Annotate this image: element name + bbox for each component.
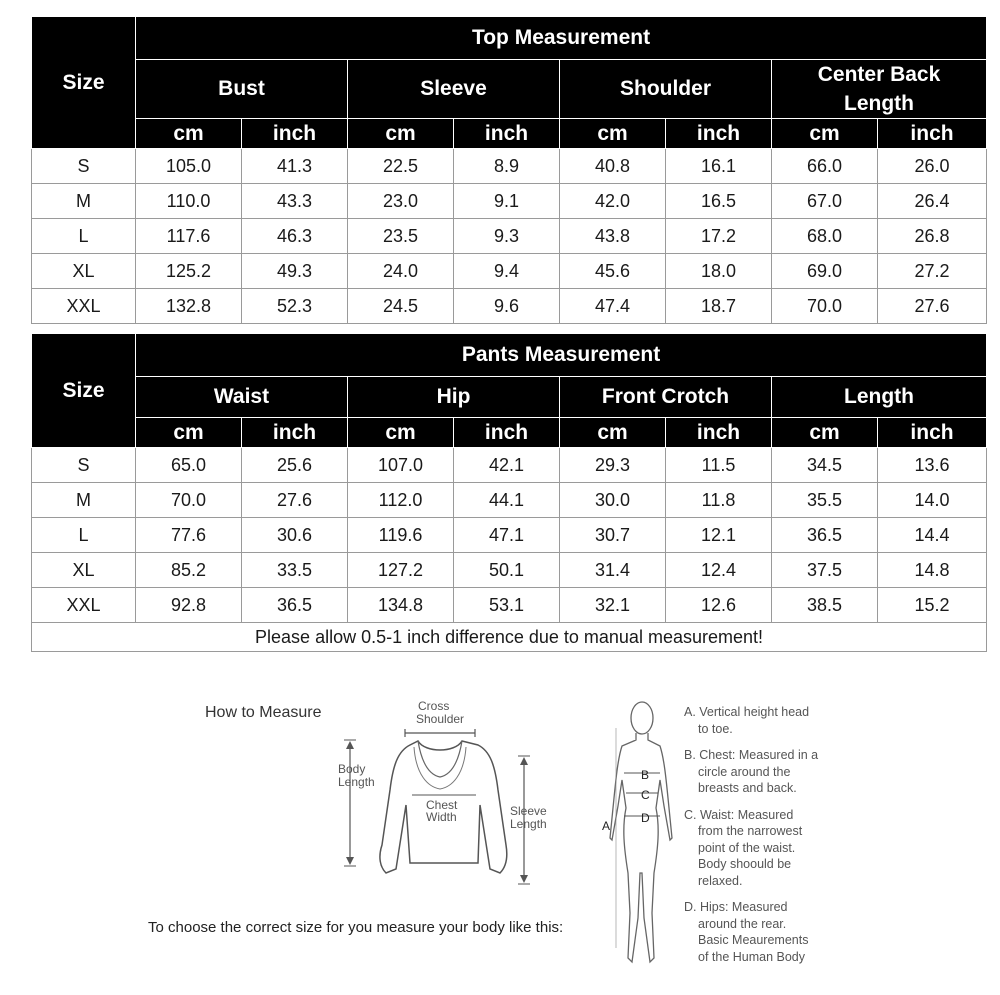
- value-cell: 85.2: [136, 553, 242, 588]
- sleeve-length-label: Length: [510, 817, 547, 831]
- sleeve-label: Sleeve: [510, 804, 547, 818]
- unit-header: inch: [242, 119, 348, 149]
- body-length-label: Length: [338, 775, 375, 789]
- pants-measurement-title: Pants Measurement: [136, 334, 987, 377]
- size-cell: XXL: [32, 588, 136, 623]
- size-cell: S: [32, 448, 136, 483]
- value-cell: 16.5: [666, 184, 772, 219]
- legend-line: circle around the: [698, 764, 791, 779]
- marker-d: D: [641, 811, 650, 825]
- legend-line: A. Vertical height head: [684, 705, 810, 719]
- value-cell: 27.6: [878, 289, 987, 324]
- value-cell: 77.6: [136, 518, 242, 553]
- value-cell: 15.2: [878, 588, 987, 623]
- value-cell: 50.1: [454, 553, 560, 588]
- value-cell: 40.8: [560, 149, 666, 184]
- unit-header: cm: [136, 119, 242, 149]
- unit-header: inch: [666, 418, 772, 448]
- top-measurement-title: Top Measurement: [136, 17, 987, 60]
- chest-label: Chest: [426, 798, 458, 812]
- value-cell: 38.5: [772, 588, 878, 623]
- table-row: [32, 254, 987, 289]
- legend-item: [684, 899, 844, 965]
- table-row: [32, 448, 987, 483]
- value-cell: 37.5: [772, 553, 878, 588]
- value-cell: 34.5: [772, 448, 878, 483]
- size-cell: S: [32, 149, 136, 184]
- shoulder-label: Shoulder: [416, 712, 465, 726]
- size-cell: L: [32, 219, 136, 254]
- value-cell: 12.6: [666, 588, 772, 623]
- table-row: [32, 184, 987, 219]
- value-cell: 67.0: [772, 184, 878, 219]
- legend-line: around the rear.: [698, 916, 787, 931]
- value-cell: 65.0: [136, 448, 242, 483]
- value-cell: 9.1: [454, 184, 560, 219]
- value-cell: 42.0: [560, 184, 666, 219]
- sleeve-header: Sleeve: [348, 60, 560, 119]
- body-label: Body: [338, 762, 366, 776]
- value-cell: 14.0: [878, 483, 987, 518]
- value-cell: 125.2: [136, 254, 242, 289]
- legend-line: B. Chest: Measured in a: [684, 748, 819, 762]
- waist-header: Waist: [136, 377, 348, 418]
- legend-line: to toe.: [698, 721, 733, 736]
- legend-line: C. Waist: Measured: [684, 807, 794, 822]
- value-cell: 47.4: [560, 289, 666, 324]
- legend-item: [684, 807, 844, 890]
- unit-header: inch: [666, 119, 772, 149]
- garment-illustration: [330, 695, 570, 900]
- unit-header: cm: [772, 418, 878, 448]
- length-header: Length: [772, 377, 987, 418]
- value-cell: 44.1: [454, 483, 560, 518]
- width-label: Width: [426, 810, 457, 824]
- value-cell: 30.0: [560, 483, 666, 518]
- unit-header: cm: [136, 418, 242, 448]
- value-cell: 36.5: [772, 518, 878, 553]
- value-cell: 33.5: [242, 553, 348, 588]
- measurement-legend: [684, 704, 844, 975]
- value-cell: 23.0: [348, 184, 454, 219]
- value-cell: 27.2: [878, 254, 987, 289]
- size-cell: M: [32, 483, 136, 518]
- value-cell: 70.0: [136, 483, 242, 518]
- size-cell: M: [32, 184, 136, 219]
- value-cell: 43.3: [242, 184, 348, 219]
- value-cell: 22.5: [348, 149, 454, 184]
- value-cell: 11.5: [666, 448, 772, 483]
- legend-line: of the Human Body: [698, 949, 806, 964]
- marker-a: A: [602, 819, 611, 833]
- value-cell: 92.8: [136, 588, 242, 623]
- value-cell: 29.3: [560, 448, 666, 483]
- table-row: [32, 289, 987, 324]
- value-cell: 127.2: [348, 553, 454, 588]
- table-row: [32, 483, 987, 518]
- choose-size-instruction: To choose the correct size for you measure your body like this:: [148, 919, 564, 936]
- value-cell: 24.5: [348, 289, 454, 324]
- value-cell: 42.1: [454, 448, 560, 483]
- value-cell: 14.4: [878, 518, 987, 553]
- value-cell: 13.6: [878, 448, 987, 483]
- shoulder-header: Shoulder: [560, 60, 772, 119]
- value-cell: 132.8: [136, 289, 242, 324]
- marker-c: C: [641, 788, 650, 802]
- unit-header: cm: [348, 418, 454, 448]
- legend-line: Body shoould be: [698, 857, 792, 871]
- unit-header: cm: [560, 418, 666, 448]
- value-cell: 32.1: [560, 588, 666, 623]
- value-cell: 117.6: [136, 219, 242, 254]
- length-label: Length: [844, 92, 914, 115]
- value-cell: 52.3: [242, 289, 348, 324]
- value-cell: 66.0: [772, 149, 878, 184]
- value-cell: 49.3: [242, 254, 348, 289]
- table-row: [32, 588, 987, 623]
- value-cell: 23.5: [348, 219, 454, 254]
- unit-header: inch: [878, 119, 987, 149]
- legend-line: point of the waist.: [698, 840, 796, 855]
- table-row: [32, 553, 987, 588]
- bust-header: Bust: [136, 60, 348, 119]
- size-cell: XL: [32, 553, 136, 588]
- value-cell: 26.0: [878, 149, 987, 184]
- value-cell: 18.0: [666, 254, 772, 289]
- size-cell: XL: [32, 254, 136, 289]
- value-cell: 46.3: [242, 219, 348, 254]
- value-cell: 11.8: [666, 483, 772, 518]
- value-cell: 16.1: [666, 149, 772, 184]
- front-crotch-header: Front Crotch: [560, 377, 772, 418]
- legend-line: relaxed.: [698, 873, 743, 888]
- size-header: Size: [32, 17, 136, 149]
- center-back-length-header: [772, 60, 987, 119]
- value-cell: 45.6: [560, 254, 666, 289]
- value-cell: 112.0: [348, 483, 454, 518]
- unit-header: inch: [454, 418, 560, 448]
- value-cell: 68.0: [772, 219, 878, 254]
- value-cell: 53.1: [454, 588, 560, 623]
- value-cell: 30.6: [242, 518, 348, 553]
- value-cell: 9.4: [454, 254, 560, 289]
- unit-header: cm: [772, 119, 878, 149]
- value-cell: 26.8: [878, 219, 987, 254]
- value-cell: 110.0: [136, 184, 242, 219]
- value-cell: 105.0: [136, 149, 242, 184]
- value-cell: 69.0: [772, 254, 878, 289]
- value-cell: 41.3: [242, 149, 348, 184]
- value-cell: 47.1: [454, 518, 560, 553]
- unit-header: inch: [242, 418, 348, 448]
- value-cell: 17.2: [666, 219, 772, 254]
- center-back-label: Center Back: [817, 63, 941, 86]
- legend-item: [684, 747, 844, 797]
- hip-header: Hip: [348, 377, 560, 418]
- marker-b: B: [641, 768, 650, 782]
- table-row: [32, 219, 987, 254]
- legend-line: from the narrowest: [698, 824, 803, 838]
- value-cell: 30.7: [560, 518, 666, 553]
- value-cell: 18.7: [666, 289, 772, 324]
- table-row: [32, 149, 987, 184]
- value-cell: 9.6: [454, 289, 560, 324]
- value-cell: 31.4: [560, 553, 666, 588]
- value-cell: 107.0: [348, 448, 454, 483]
- size-header: Size: [32, 334, 136, 448]
- value-cell: 8.9: [454, 149, 560, 184]
- value-cell: 43.8: [560, 219, 666, 254]
- body-figure-illustration: [598, 698, 678, 988]
- legend-line: D. Hips: Measured: [684, 900, 788, 914]
- pants-measurement-table: [31, 333, 987, 652]
- unit-header: cm: [560, 119, 666, 149]
- value-cell: 24.0: [348, 254, 454, 289]
- value-cell: 12.4: [666, 553, 772, 588]
- value-cell: 27.6: [242, 483, 348, 518]
- value-cell: 119.6: [348, 518, 454, 553]
- value-cell: 26.4: [878, 184, 987, 219]
- cross-label: Cross: [418, 699, 450, 713]
- value-cell: 35.5: [772, 483, 878, 518]
- value-cell: 36.5: [242, 588, 348, 623]
- unit-header: cm: [348, 119, 454, 149]
- value-cell: 14.8: [878, 553, 987, 588]
- value-cell: 70.0: [772, 289, 878, 324]
- head-icon: [631, 702, 653, 734]
- legend-line: breasts and back.: [698, 781, 797, 795]
- how-to-measure-title: How to Measure: [205, 704, 322, 721]
- value-cell: 134.8: [348, 588, 454, 623]
- top-measurement-table: [31, 16, 987, 324]
- size-cell: XXL: [32, 289, 136, 324]
- value-cell: 12.1: [666, 518, 772, 553]
- size-cell: L: [32, 518, 136, 553]
- legend-line: Basic Meaurements: [698, 933, 809, 947]
- unit-header: inch: [878, 418, 987, 448]
- table-row: [32, 518, 987, 553]
- legend-item: [684, 704, 844, 737]
- unit-header: inch: [454, 119, 560, 149]
- value-cell: 25.6: [242, 448, 348, 483]
- measurement-note: Please allow 0.5-1 inch difference due to manual measurement!: [32, 623, 987, 652]
- value-cell: 9.3: [454, 219, 560, 254]
